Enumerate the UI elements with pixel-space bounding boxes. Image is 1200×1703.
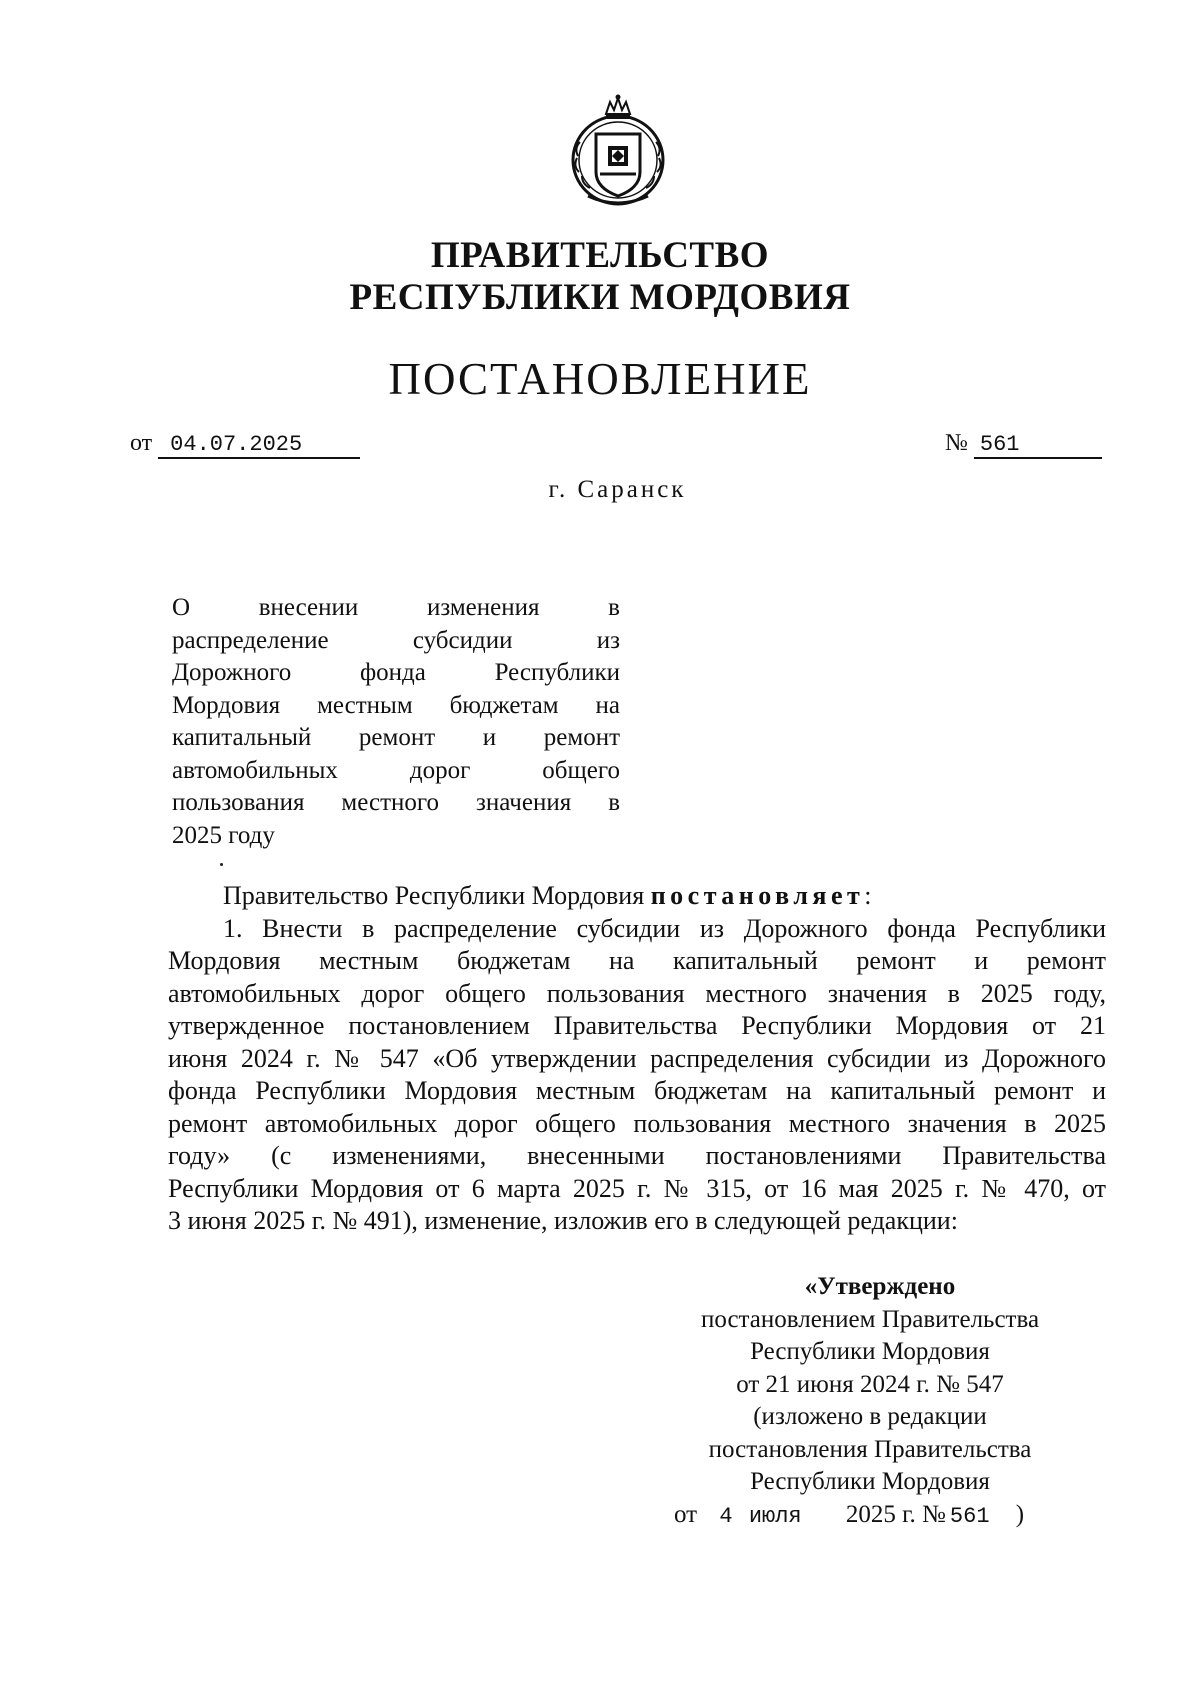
approval-number: 561 [949,1503,990,1529]
approval-stamp-block [660,1271,1080,1531]
approval-line: Республики Мордовия [750,1468,990,1495]
date-prefix: от [130,430,153,456]
paragraph-line: Мордовия местным бюджетам на капитальный ремонт и ремонт [168,946,1106,975]
city-name: г. Саранск [548,476,687,503]
number-value: 561 [974,433,1102,459]
paragraph-line: июня 2024 г. № 547 «Об утверждении распределения субсидии из Дорожного [168,1043,1106,1073]
paragraph-line: автомобильных дорог общего пользования местного значения в 2025 году, [168,978,1106,1008]
number-prefix: № [945,430,968,456]
stray-mark [220,863,223,866]
date-value: 04.07.2025 [158,433,360,459]
preamble-end: : [864,881,872,910]
approval-line: от 21 июня 2024 г. № 547 [736,1370,1004,1398]
approval-month: июля [748,1503,802,1529]
paragraph-line: утвержденное постановлением Правительства Республики Мордовия от 21 [168,1011,1106,1040]
approval-date-line [660,1499,1080,1532]
subject-line: пользования местного значения в [172,789,620,816]
approval-day: 4 [719,1503,733,1529]
approval-line: Республики Мордовия [750,1338,990,1365]
resolution-body [168,880,1106,1238]
resolution-subject-block [172,592,620,852]
preamble-line [168,880,1106,913]
preamble-start: Правительство Республики Мордовия [223,881,651,910]
paragraph-line: 3 июня 2025 г. № 491), изменение, изложив его в следующей редакции: [168,1206,958,1235]
paragraph-line: году» (с изменениями, внесенными постановлениями Правительства [168,1141,1106,1170]
approval-heading: «Утверждено [804,1273,956,1300]
approval-close-paren: ) [1015,1500,1025,1528]
subject-line: 2025 году [172,821,275,849]
subject-line: автомобильных дорог общего [172,756,620,784]
document-date [130,428,360,459]
paragraph-line: фонда Республики Мордовия местным бюджетам на капитальный ремонт и [168,1076,1106,1105]
subject-line: распределение субсидии из [172,626,620,654]
paragraph-line: Республики Мордовия от 6 марта 2025 г. № 315, от 16 мая 2025 г. № 470, от [168,1173,1106,1203]
subject-line: капитальный ремонт и ремонт [172,724,620,751]
preamble-keyword: постановляет [650,881,865,910]
approval-line: постановлением Правительства [700,1305,1040,1333]
approval-date-prefix: от [674,1500,698,1528]
approval-line: постановления Правительства [708,1435,1032,1463]
document-number [945,428,1102,459]
approval-line: (изложено в редакции [753,1403,987,1430]
subject-line: О внесении изменения в [172,594,620,621]
approval-year: 2025 г. № [845,1500,946,1528]
government-name-line-1: ПРАВИТЕЛЬСТВО [430,235,770,276]
government-name-line-2: РЕСПУБЛИКИ МОРДОВИЯ [349,277,851,318]
subject-line: Дорожного фонда Республики [172,659,620,686]
document-type-title: ПОСТАНОВЛЕНИЕ [388,354,812,404]
paragraph-line: ремонт автомобильных дорог общего пользования местного значения в 2025 [168,1108,1106,1138]
subject-line: Мордовия местным бюджетам на [172,691,620,719]
paragraph-line: 1. Внести в распределение субсидии из Дорожного фонда Республики [223,913,1106,943]
mordovia-coat-of-arms-emblem [566,92,670,212]
